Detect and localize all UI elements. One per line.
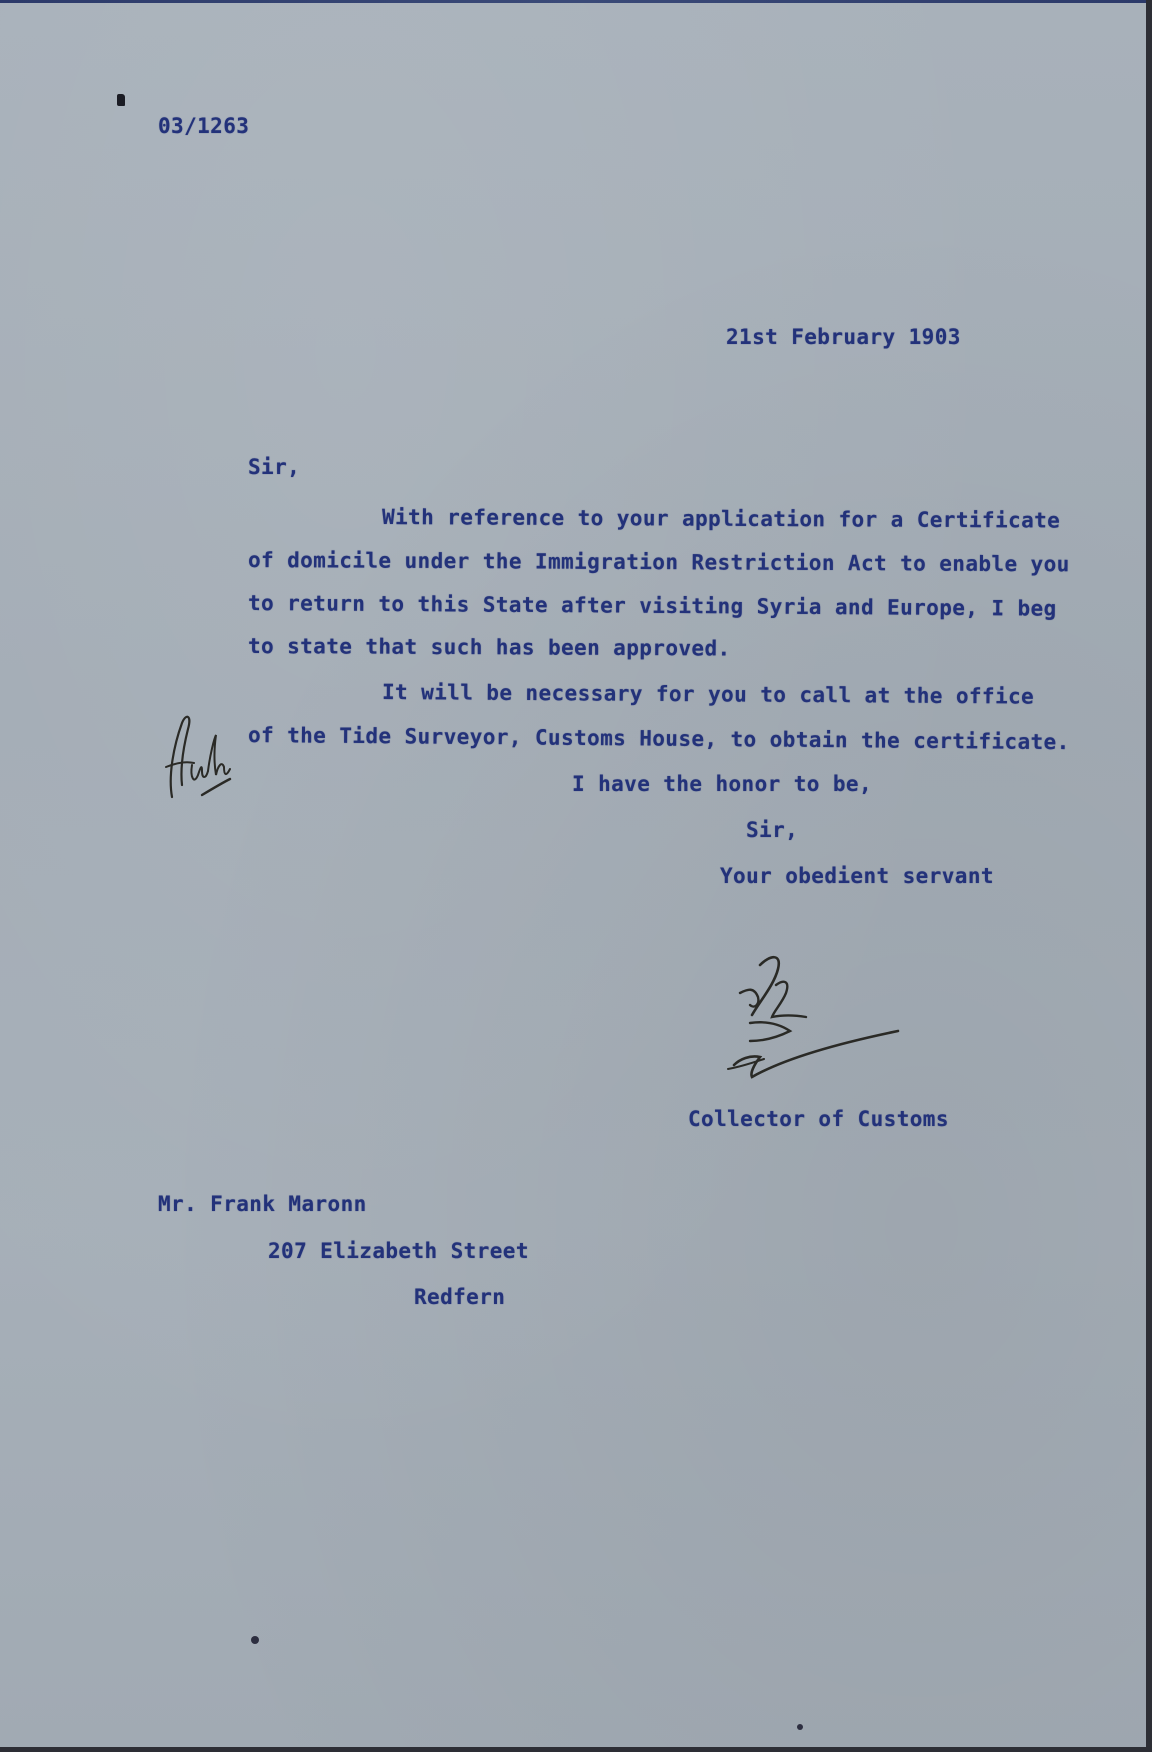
addressee-name: Mr. Frank Maronn xyxy=(158,1192,367,1216)
body-line: to state that such has been approved. xyxy=(247,634,731,661)
addressee-suburb: Redfern xyxy=(414,1285,506,1309)
body-line: It will be necessary for you to call at the office xyxy=(381,680,1035,709)
letter-date: 21st February 1903 xyxy=(726,325,961,349)
body-line: of domicile under the Immigration Restriction Act to enable you xyxy=(247,548,1070,577)
signature-title: Collector of Customs xyxy=(688,1107,949,1131)
salutation: Sir, xyxy=(248,455,301,479)
reference-number: 03/1263 xyxy=(158,114,250,138)
closing-line: I have the honor to be, xyxy=(572,772,872,796)
paper-blemish xyxy=(797,1724,803,1730)
closing-servant: Your obedient servant xyxy=(720,864,994,888)
body-line: to return to this State after visiting Syria and Europe, I beg xyxy=(247,591,1057,621)
page-bottom-edge xyxy=(0,1747,1152,1752)
collector-signature xyxy=(720,945,910,1105)
margin-initials-signature xyxy=(158,705,238,815)
punch-mark xyxy=(117,94,125,106)
page-right-edge xyxy=(1146,0,1152,1752)
addressee-street: 207 Elizabeth Street xyxy=(268,1239,529,1263)
closing-sir: Sir, xyxy=(746,818,799,842)
body-line: With reference to your application for a Certificate xyxy=(381,505,1061,533)
body-line: of the Tide Surveyor, Customs House, to obtain the certificate. xyxy=(247,723,1070,755)
page-top-edge xyxy=(0,0,1152,3)
paper-blemish xyxy=(251,1636,259,1644)
